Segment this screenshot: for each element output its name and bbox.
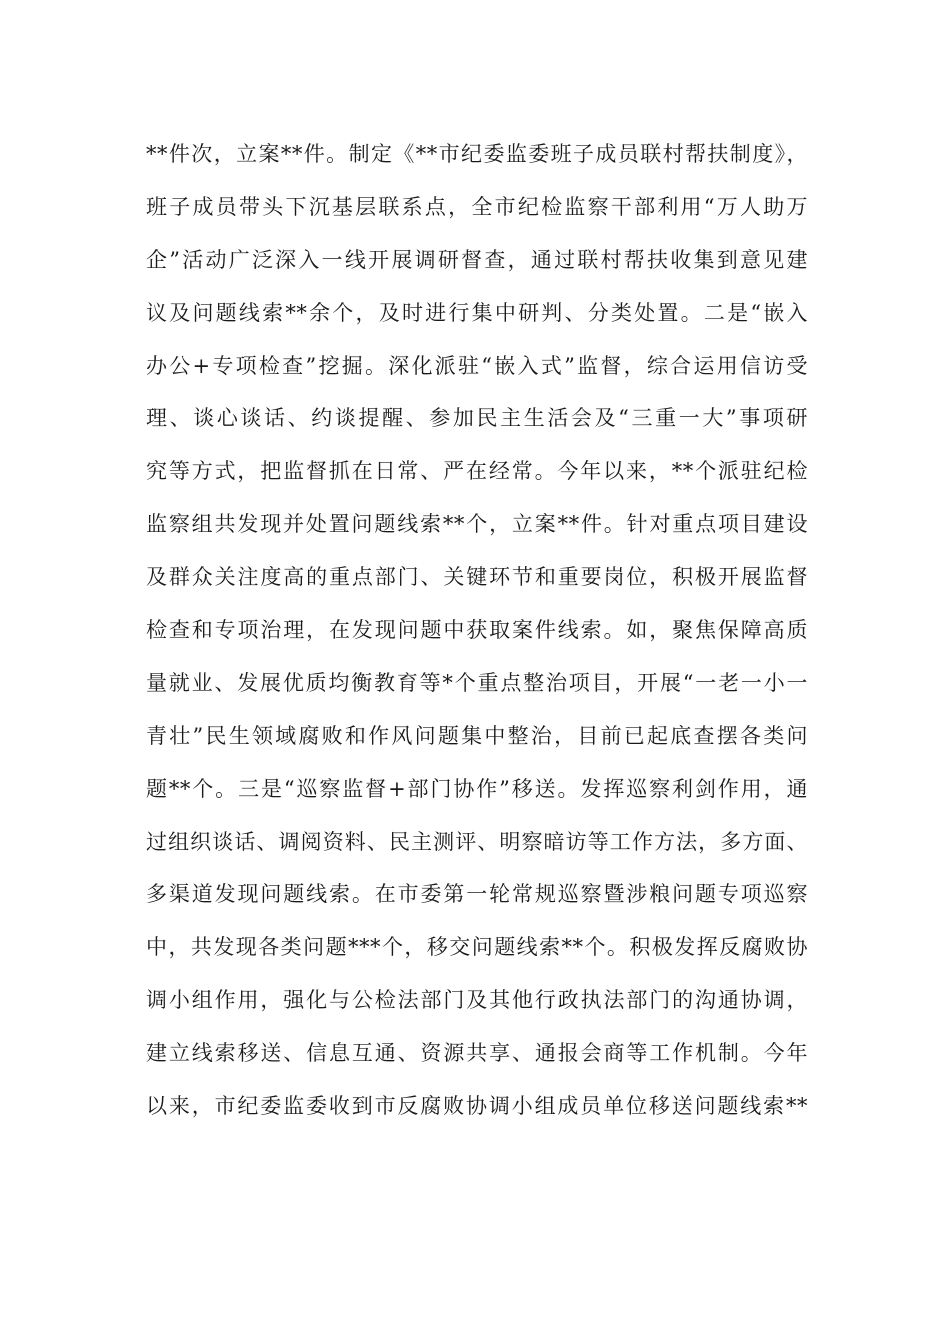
text-line: 题**个。三是“巡察监督+部门协作”移送。发挥巡察利剑作用，通: [146, 776, 808, 801]
text-line: 青壮”民生领域腐败和作风问题集中整治，目前已起底查摆各类问: [146, 723, 808, 748]
text-line: 多渠道发现问题线索。在市委第一轮常规巡察暨涉粮问题专项巡察: [146, 882, 808, 907]
text-line: 班子成员带头下沉基层联系点，全市纪检监察干部利用“万人助万: [146, 194, 808, 219]
text-line: 建立线索移送、信息互通、资源共享、通报会商等工作机制。今年: [146, 1041, 808, 1066]
text-line: 企”活动广泛深入一线开展调研督查，通过联村帮扶收集到意见建: [146, 247, 808, 272]
text-line: 过组织谈话、调阅资料、民主测评、明察暗访等工作方法，多方面、: [146, 829, 808, 854]
text-line: 办公+专项检查”挖掘。深化派驻“嵌入式”监督，综合运用信访受: [146, 353, 808, 378]
text-line: 监察组共发现并处置问题线索**个，立案**件。针对重点项目建设: [146, 512, 808, 537]
text-line: 中，共发现各类问题***个，移交问题线索**个。积极发挥反腐败协: [146, 935, 808, 960]
text-line: 理、谈心谈话、约谈提醒、参加民主生活会及“三重一大”事项研: [146, 406, 808, 431]
body-text: [146, 134, 808, 1139]
text-line: 调小组作用，强化与公检法部门及其他行政执法部门的沟通协调，: [146, 988, 808, 1013]
text-line: 以来，市纪委监委收到市反腐败协调小组成员单位移送问题线索**: [146, 1094, 808, 1119]
text-line: **件次，立案**件。制定《**市纪委监委班子成员联村帮扶制度》，: [146, 142, 808, 166]
text-line: 检查和专项治理，在发现问题中获取案件线索。如，聚焦保障高质: [146, 618, 808, 643]
text-line: 究等方式，把监督抓在日常、严在经常。今年以来，**个派驻纪检: [146, 459, 808, 484]
text-line: 量就业、发展优质均衡教育等*个重点整治项目，开展“一老一小一: [146, 670, 808, 695]
text-line: 议及问题线索**余个，及时进行集中研判、分类处置。二是“嵌入: [146, 300, 808, 325]
text-line: 及群众关注度高的重点部门、关键环节和重要岗位，积极开展监督: [146, 565, 808, 590]
